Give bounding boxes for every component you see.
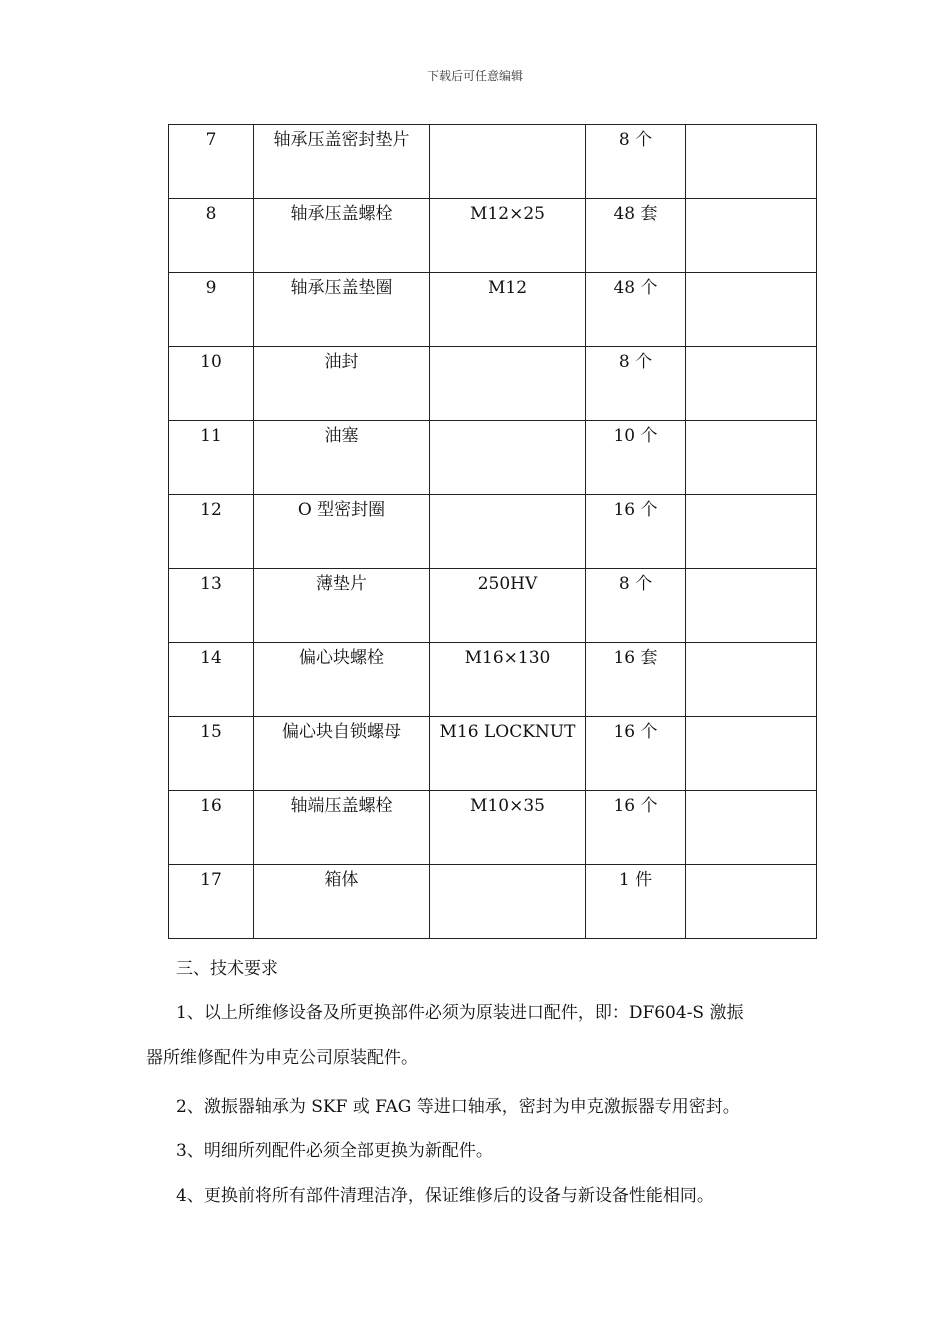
- cell-name: 油塞: [254, 421, 430, 495]
- cell-spec: M12: [430, 273, 586, 347]
- page-header: 下载后可任意编辑: [426, 69, 523, 83]
- cell-no: 7: [169, 125, 254, 199]
- cell-no: 17: [169, 865, 254, 939]
- table-row: [169, 273, 817, 347]
- cell-note: [686, 569, 817, 643]
- table-row: [169, 199, 817, 273]
- cell-no: 12: [169, 495, 254, 569]
- cell-name: 箱体: [254, 865, 430, 939]
- cell-no: 13: [169, 569, 254, 643]
- cell-no: 9: [169, 273, 254, 347]
- cell-no: 14: [169, 643, 254, 717]
- cell-spec: [430, 125, 586, 199]
- cell-qty: 10 个: [586, 421, 686, 495]
- table-row: [169, 865, 817, 939]
- cell-qty: 8 个: [586, 569, 686, 643]
- cell-name: 偏心块自锁螺母: [254, 717, 430, 791]
- cell-spec: M12×25: [430, 199, 586, 273]
- cell-qty: 48 套: [586, 199, 686, 273]
- cell-note: [686, 791, 817, 865]
- cell-spec: M16 LOCKNUT: [430, 717, 586, 791]
- requirement-item: 4、更换前将所有部件清理洁净，保证维修后的设备与新设备性能相同。: [176, 1186, 714, 1206]
- table-row: [169, 347, 817, 421]
- cell-spec: M16×130: [430, 643, 586, 717]
- cell-note: [686, 643, 817, 717]
- cell-name: 薄垫片: [254, 569, 430, 643]
- requirement-item-continued: 器所维修配件为申克公司原装配件。: [146, 1048, 418, 1068]
- cell-spec: [430, 347, 586, 421]
- cell-name: 轴承压盖螺栓: [254, 199, 430, 273]
- cell-name: 轴端压盖螺栓: [254, 791, 430, 865]
- parts-table: [168, 124, 817, 939]
- table-row: [169, 791, 817, 865]
- cell-spec: [430, 421, 586, 495]
- table-row: [169, 717, 817, 791]
- cell-note: [686, 125, 817, 199]
- cell-qty: 8 个: [586, 125, 686, 199]
- cell-no: 15: [169, 717, 254, 791]
- cell-qty: 16 套: [586, 643, 686, 717]
- cell-note: [686, 495, 817, 569]
- cell-name: 油封: [254, 347, 430, 421]
- table-row: [169, 125, 817, 199]
- cell-spec: 250HV: [430, 569, 586, 643]
- cell-spec: [430, 495, 586, 569]
- cell-no: 10: [169, 347, 254, 421]
- cell-qty: 16 个: [586, 791, 686, 865]
- cell-no: 11: [169, 421, 254, 495]
- cell-qty: 16 个: [586, 717, 686, 791]
- cell-qty: 48 个: [586, 273, 686, 347]
- cell-note: [686, 717, 817, 791]
- table-row: [169, 643, 817, 717]
- cell-spec: M10×35: [430, 791, 586, 865]
- cell-note: [686, 421, 817, 495]
- requirement-item: 3、明细所列配件必须全部更换为新配件。: [176, 1141, 493, 1161]
- cell-no: 16: [169, 791, 254, 865]
- table-row: [169, 569, 817, 643]
- table-row: [169, 421, 817, 495]
- section-title: 三、技术要求: [176, 959, 278, 979]
- cell-name: 轴承压盖密封垫片: [254, 125, 430, 199]
- cell-name: 轴承压盖垫圈: [254, 273, 430, 347]
- cell-note: [686, 347, 817, 421]
- cell-note: [686, 865, 817, 939]
- cell-no: 8: [169, 199, 254, 273]
- requirement-item: 1、以上所维修设备及所更换部件必须为原装进口配件，即：DF604-S 激振: [176, 1003, 744, 1023]
- cell-spec: [430, 865, 586, 939]
- cell-name: O 型密封圈: [254, 495, 430, 569]
- cell-name: 偏心块螺栓: [254, 643, 430, 717]
- table-row: [169, 495, 817, 569]
- cell-qty: 1 件: [586, 865, 686, 939]
- cell-note: [686, 199, 817, 273]
- cell-qty: 16 个: [586, 495, 686, 569]
- requirement-item: 2、激振器轴承为 SKF 或 FAG 等进口轴承，密封为申克激振器专用密封。: [176, 1097, 740, 1117]
- cell-note: [686, 273, 817, 347]
- cell-qty: 8 个: [586, 347, 686, 421]
